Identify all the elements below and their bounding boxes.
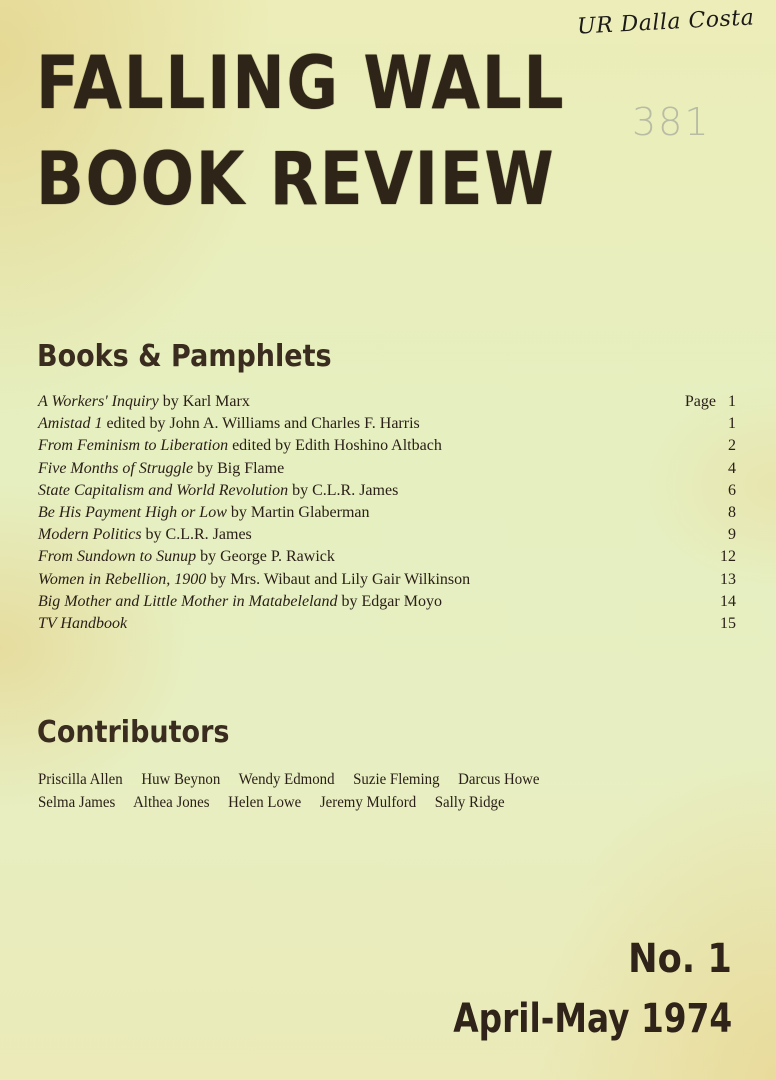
toc-entry-text [38,546,335,568]
masthead-line-2: BOOK REVIEW [36,137,556,222]
page-number: 6 [728,481,736,499]
contributors-section-heading: Contributors [37,715,230,750]
page-number: 15 [720,614,736,632]
page-number: 1 [728,415,736,433]
book-credit: by Mrs. Wibaut and Lily Gair Wilkinson [206,570,471,588]
toc-entry [38,413,736,435]
toc-entry-text [38,413,420,435]
toc-entry [38,480,736,502]
toc-entry-text [38,569,470,591]
toc-entry [38,524,736,546]
book-title: Amistad 1 [38,415,103,433]
page-number: 1 [728,393,736,410]
toc-entry [38,546,736,568]
page-number: 13 [720,570,736,588]
toc-entry-text [38,502,370,524]
book-credit: by Martin Glaberman [226,503,370,521]
contributor-name: Priscilla Allen [38,771,123,788]
contributor-name: Helen Lowe [228,794,302,811]
toc-entry [38,435,736,457]
contributor-name: Althea Jones [133,794,210,811]
toc-entry-text [38,480,398,502]
toc-entry-text [38,591,442,613]
contributors-line-2 [38,791,633,814]
page-number: 4 [728,459,736,477]
book-title: From Sundown to Sunup [38,548,197,566]
book-credit: by Edgar Moyo [337,592,442,610]
pencil-catalog-number: 381 [632,100,711,144]
book-credit: by Karl Marx [158,393,250,410]
book-credit: by George P. Rawick [196,548,335,566]
book-title: TV Handbook [38,614,128,632]
toc-entry [38,613,736,635]
book-title: Women in Rebellion, 1900 [38,570,207,588]
toc-entry-text [38,613,127,635]
handwritten-signature: UR Dalla Costa [576,5,755,40]
contributor-name: Selma James [38,794,116,811]
book-credit: edited by John A. Williams and Charles F. Harris [102,415,420,433]
book-credit: edited by Edith Hoshino Altbach [228,437,442,455]
book-credit: by C.L.R. James [288,481,399,499]
masthead-title [36,36,565,228]
toc-entry [38,391,736,413]
book-title: State Capitalism and World Revolution [38,481,289,499]
page-number: 2 [728,437,736,455]
contributor-name: Suzie Fleming [353,771,440,788]
book-credit: by Big Flame [193,459,285,477]
toc-page [685,391,736,413]
page-number: 12 [720,548,736,566]
contributors-line-1 [38,768,633,791]
masthead-line-1: FALLING WALL [36,41,566,126]
books-section-heading: Books & Pamphlets [37,339,332,374]
issue-date: April-May 1974 [453,996,732,1042]
contributor-name: Jeremy Mulford [319,794,417,811]
book-title: Big Mother and Little Mother in Matabeleland [38,592,338,610]
toc-entry-text [38,524,252,546]
book-title: Five Months of Struggle [38,459,194,477]
book-title: A Workers' Inquiry [38,393,159,410]
contributors-list [38,768,633,814]
book-title: Be His Payment High or Low [38,503,227,521]
contributor-name: Darcus Howe [458,771,540,788]
toc-entry [38,502,736,524]
toc-entry-text [38,391,250,413]
page-number: 8 [728,503,736,521]
toc-entry [38,591,736,613]
toc-entry-text [38,435,442,457]
toc-entry [38,458,736,480]
toc-entry [38,569,736,591]
book-title: Modern Politics [38,526,142,544]
contributor-name: Sally Ridge [434,794,505,811]
table-of-contents [38,391,736,635]
toc-entry-text [38,458,284,480]
book-credit: by C.L.R. James [141,526,252,544]
page-number: 9 [728,526,736,544]
contributor-name: Huw Beynon [141,771,221,788]
page-label: Page [684,393,716,410]
book-title: From Feminism to Liberation [38,437,229,455]
page-number: 14 [720,592,736,610]
issue-number: No. 1 [628,936,732,982]
contributor-name: Wendy Edmond [238,771,335,788]
